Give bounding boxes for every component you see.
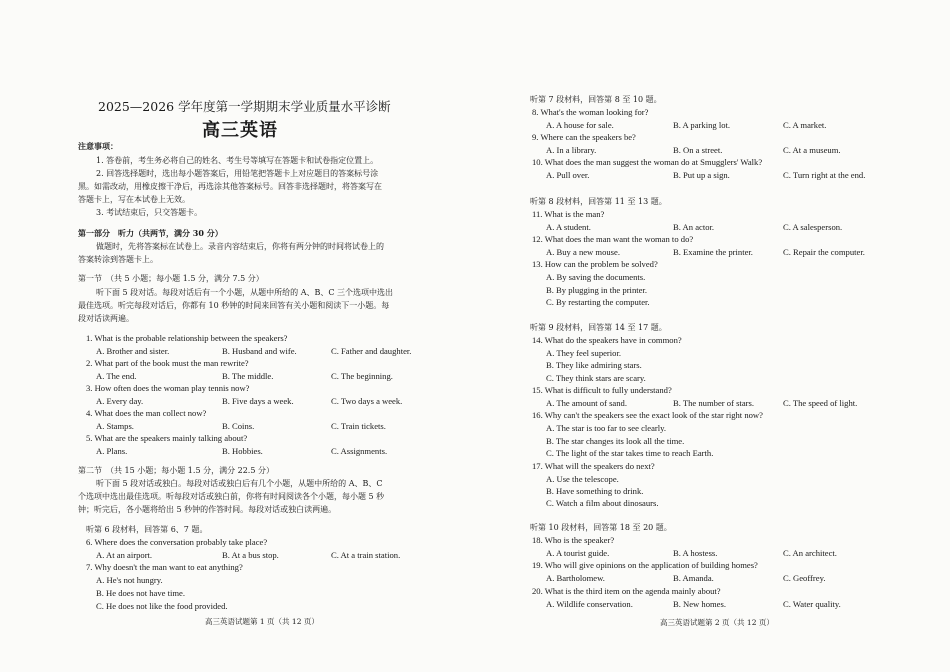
q2-option-a: A. The end. <box>96 371 137 381</box>
exam-page-2 <box>500 0 950 672</box>
notice-item-2: 2. 回答选择题时，选出每小题答案后，用铅笔把答题卡上对应题目的答案标号涂 <box>96 169 379 178</box>
material-8-heading: 听第 8 段材料，回答第 11 至 13 题。 <box>530 197 667 206</box>
question-17: 17. What will the speakers do next? <box>532 461 655 471</box>
q12-option-b: B. Examine the printer. <box>673 247 753 257</box>
part1-instructions: 做题时，先将答案标在试卷上。录音内容结束后，你将有两分钟的时间将试卷上的 <box>96 242 384 251</box>
q17-option-b: B. Have something to drink. <box>546 486 644 496</box>
q16-option-a: A. The star is too far to see clearly. <box>546 423 667 433</box>
q15-option-a: A. The amount of sand. <box>546 398 627 408</box>
q18-option-c: C. An architect. <box>783 548 837 558</box>
notice-heading: 注意事项： <box>78 141 118 151</box>
section2-instructions-cont: 钟；听完后，各小题将给出 5 秒钟的作答时间。每段对话或独白读两遍。 <box>78 505 337 514</box>
q20-option-a: A. Wildlife conservation. <box>546 599 633 609</box>
q7-option-b: B. He does not have time. <box>96 588 186 598</box>
q2-option-c: C. The beginning. <box>331 371 393 381</box>
question-12: 12. What does the man want the woman to do? <box>532 234 694 244</box>
q4-option-a: A. Stamps. <box>96 421 134 431</box>
q10-option-a: A. Pull over. <box>546 170 590 180</box>
q1-option-a: A. Brother and sister. <box>96 346 170 356</box>
q1-option-b: B. Husband and wife. <box>222 346 297 356</box>
q15-option-c: C. The speed of light. <box>783 398 858 408</box>
notice-item-2-cont: 黑。如需改动，用橡皮擦干净后，再选涂其他答案标号。回答非选择题时，将答案写在 <box>78 182 382 191</box>
q6-option-a: A. At an airport. <box>96 550 153 560</box>
section2-heading: 第二节 （共 15 小题；每小题 1.5 分，满分 22.5 分） <box>78 466 274 475</box>
material-7-heading: 听第 7 段材料，回答第 8 至 10 题。 <box>530 95 662 104</box>
question-19: 19. Who will give opinions on the application of building homes? <box>532 560 758 570</box>
q5-option-b: B. Hobbies. <box>222 446 263 456</box>
question-14: 14. What do the speakers have in common? <box>532 335 682 345</box>
question-3: 3. How often does the woman play tennis now? <box>86 383 250 393</box>
question-9: 9. Where can the speakers be? <box>532 132 636 142</box>
q11-option-a: A. A student. <box>546 222 591 232</box>
question-6: 6. Where does the conversation probably take place? <box>86 537 268 547</box>
q3-option-b: B. Five days a week. <box>222 396 294 406</box>
q6-option-c: C. At a train station. <box>331 550 401 560</box>
question-11: 11. What is the man? <box>532 209 605 219</box>
q9-option-a: A. In a library. <box>546 145 597 155</box>
section1-instructions-cont: 段对话读两遍。 <box>78 314 134 323</box>
q14-option-a: A. They feel superior. <box>546 348 622 358</box>
q10-option-b: B. Put up a sign. <box>673 170 730 180</box>
section1-instructions-cont: 最佳选项。听完每段对话后，你都有 10 秒钟的时间来回答有关小题和阅读下一小题。每 <box>78 301 390 310</box>
q18-option-b: B. A hostess. <box>673 548 718 558</box>
subject-title: 高三英语 <box>202 120 278 141</box>
q8-option-c: C. A market. <box>783 120 827 130</box>
q8-option-a: A. A house for sale. <box>546 120 614 130</box>
q10-option-c: C. Turn right at the end. <box>783 170 866 180</box>
part1-instructions-cont: 答案转涂到答题卡上。 <box>78 255 158 264</box>
q3-option-c: C. Two days a week. <box>331 396 403 406</box>
q7-option-c: C. He does not like the food provided. <box>96 601 228 611</box>
q18-option-a: A. A tourist guide. <box>546 548 610 558</box>
question-5: 5. What are the speakers mainly talking about? <box>86 433 248 443</box>
q14-option-b: B. They like admiring stars. <box>546 360 642 370</box>
q19-option-a: A. Bartholomew. <box>546 573 605 583</box>
material-6-heading: 听第 6 段材料，回答第 6、7 题。 <box>86 525 208 534</box>
question-13: 13. How can the problem be solved? <box>532 259 658 269</box>
material-9-heading: 听第 9 段材料，回答第 14 至 17 题。 <box>530 323 667 332</box>
q5-option-a: A. Plans. <box>96 446 128 456</box>
q6-option-b: B. At a bus stop. <box>222 550 279 560</box>
notice-item-3: 3. 考试结束后，只交答题卡。 <box>96 208 203 217</box>
material-10-heading: 听第 10 段材料，回答第 18 至 20 题。 <box>530 523 672 532</box>
q15-option-b: B. The number of stars. <box>673 398 754 408</box>
question-16: 16. Why can't the speakers see the exact look of the star right now? <box>532 410 763 420</box>
q16-option-c: C. The light of the star takes time to reach Earth. <box>546 448 714 458</box>
question-2: 2. What part of the book must the man rewrite? <box>86 358 249 368</box>
q14-option-c: C. They think stars are scary. <box>546 373 646 383</box>
q11-option-c: C. A salesperson. <box>783 222 843 232</box>
q12-option-c: C. Repair the computer. <box>783 247 865 257</box>
section1-heading: 第一节 （共 5 小题；每小题 1.5 分，满分 7.5 分） <box>78 274 264 283</box>
notice-item-1: 1. 答卷前，考生务必将自己的姓名、考生号等填写在答题卡和试卷指定位置上。 <box>96 156 379 165</box>
question-1: 1. What is the probable relationship between the speakers? <box>86 333 288 343</box>
question-7: 7. Why doesn't the man want to eat anything? <box>86 562 243 572</box>
q17-option-a: A. Use the telescope. <box>546 474 619 484</box>
q19-option-b: B. Amanda. <box>673 573 714 583</box>
q4-option-b: B. Coins. <box>222 421 255 431</box>
q13-option-a: A. By saving the documents. <box>546 272 646 282</box>
question-4: 4. What does the man collect now? <box>86 408 207 418</box>
q20-option-b: B. New homes. <box>673 599 726 609</box>
page-footer: 高三英语试题第 2 页（共 12 页） <box>660 618 774 627</box>
section1-instructions: 听下面 5 段对话。每段对话后有一个小题，从题中所给的 A、B、C 三个选项中选出 <box>96 288 394 297</box>
q7-option-a: A. He's not hungry. <box>96 575 163 585</box>
question-18: 18. Who is the speaker? <box>532 535 615 545</box>
q1-option-c: C. Father and daughter. <box>331 346 412 356</box>
question-8: 8. What's the woman looking for? <box>532 107 649 117</box>
q19-option-c: C. Geoffrey. <box>783 573 826 583</box>
notice-item-2-cont: 答题卡上，写在本试卷上无效。 <box>78 195 190 204</box>
q16-option-b: B. The star changes its look all the time. <box>546 436 685 446</box>
question-15: 15. What is difficult to fully understand? <box>532 385 672 395</box>
section2-instructions-cont: 个选项中选出最佳选项。听每段对话或独白前，你将有时间阅读各个小题，每小题 5 秒 <box>78 492 385 501</box>
section2-instructions: 听下面 5 段对话或独白。每段对话或独白后有几个小题，从题中所给的 A、B、C <box>96 479 383 488</box>
page-footer: 高三英语试题第 1 页（共 12 页） <box>205 617 319 626</box>
q3-option-a: A. Every day. <box>96 396 144 406</box>
question-20: 20. What is the third item on the agenda mainly about? <box>532 586 721 596</box>
q17-option-c: C. Watch a film about dinosaurs. <box>546 498 659 508</box>
q9-option-c: C. At a museum. <box>783 145 841 155</box>
q4-option-c: C. Train tickets. <box>331 421 386 431</box>
q13-option-c: C. By restarting the computer. <box>546 297 650 307</box>
q20-option-c: C. Water quality. <box>783 599 841 609</box>
q8-option-b: B. A parking lot. <box>673 120 731 130</box>
q12-option-a: A. Buy a new mouse. <box>546 247 620 257</box>
question-10: 10. What does the man suggest the woman do at Smugglers' Walk? <box>532 157 763 167</box>
exam-title: 2025—2026 学年度第一学期期末学业质量水平诊断 <box>98 99 391 114</box>
q13-option-b: B. By plugging in the printer. <box>546 285 647 295</box>
part1-heading: 第一部分 听力（共两节，满分 30 分） <box>78 228 223 238</box>
q9-option-b: B. On a street. <box>673 145 723 155</box>
q11-option-b: B. An actor. <box>673 222 715 232</box>
q2-option-b: B. The middle. <box>222 371 274 381</box>
q5-option-c: C. Assignments. <box>331 446 388 456</box>
